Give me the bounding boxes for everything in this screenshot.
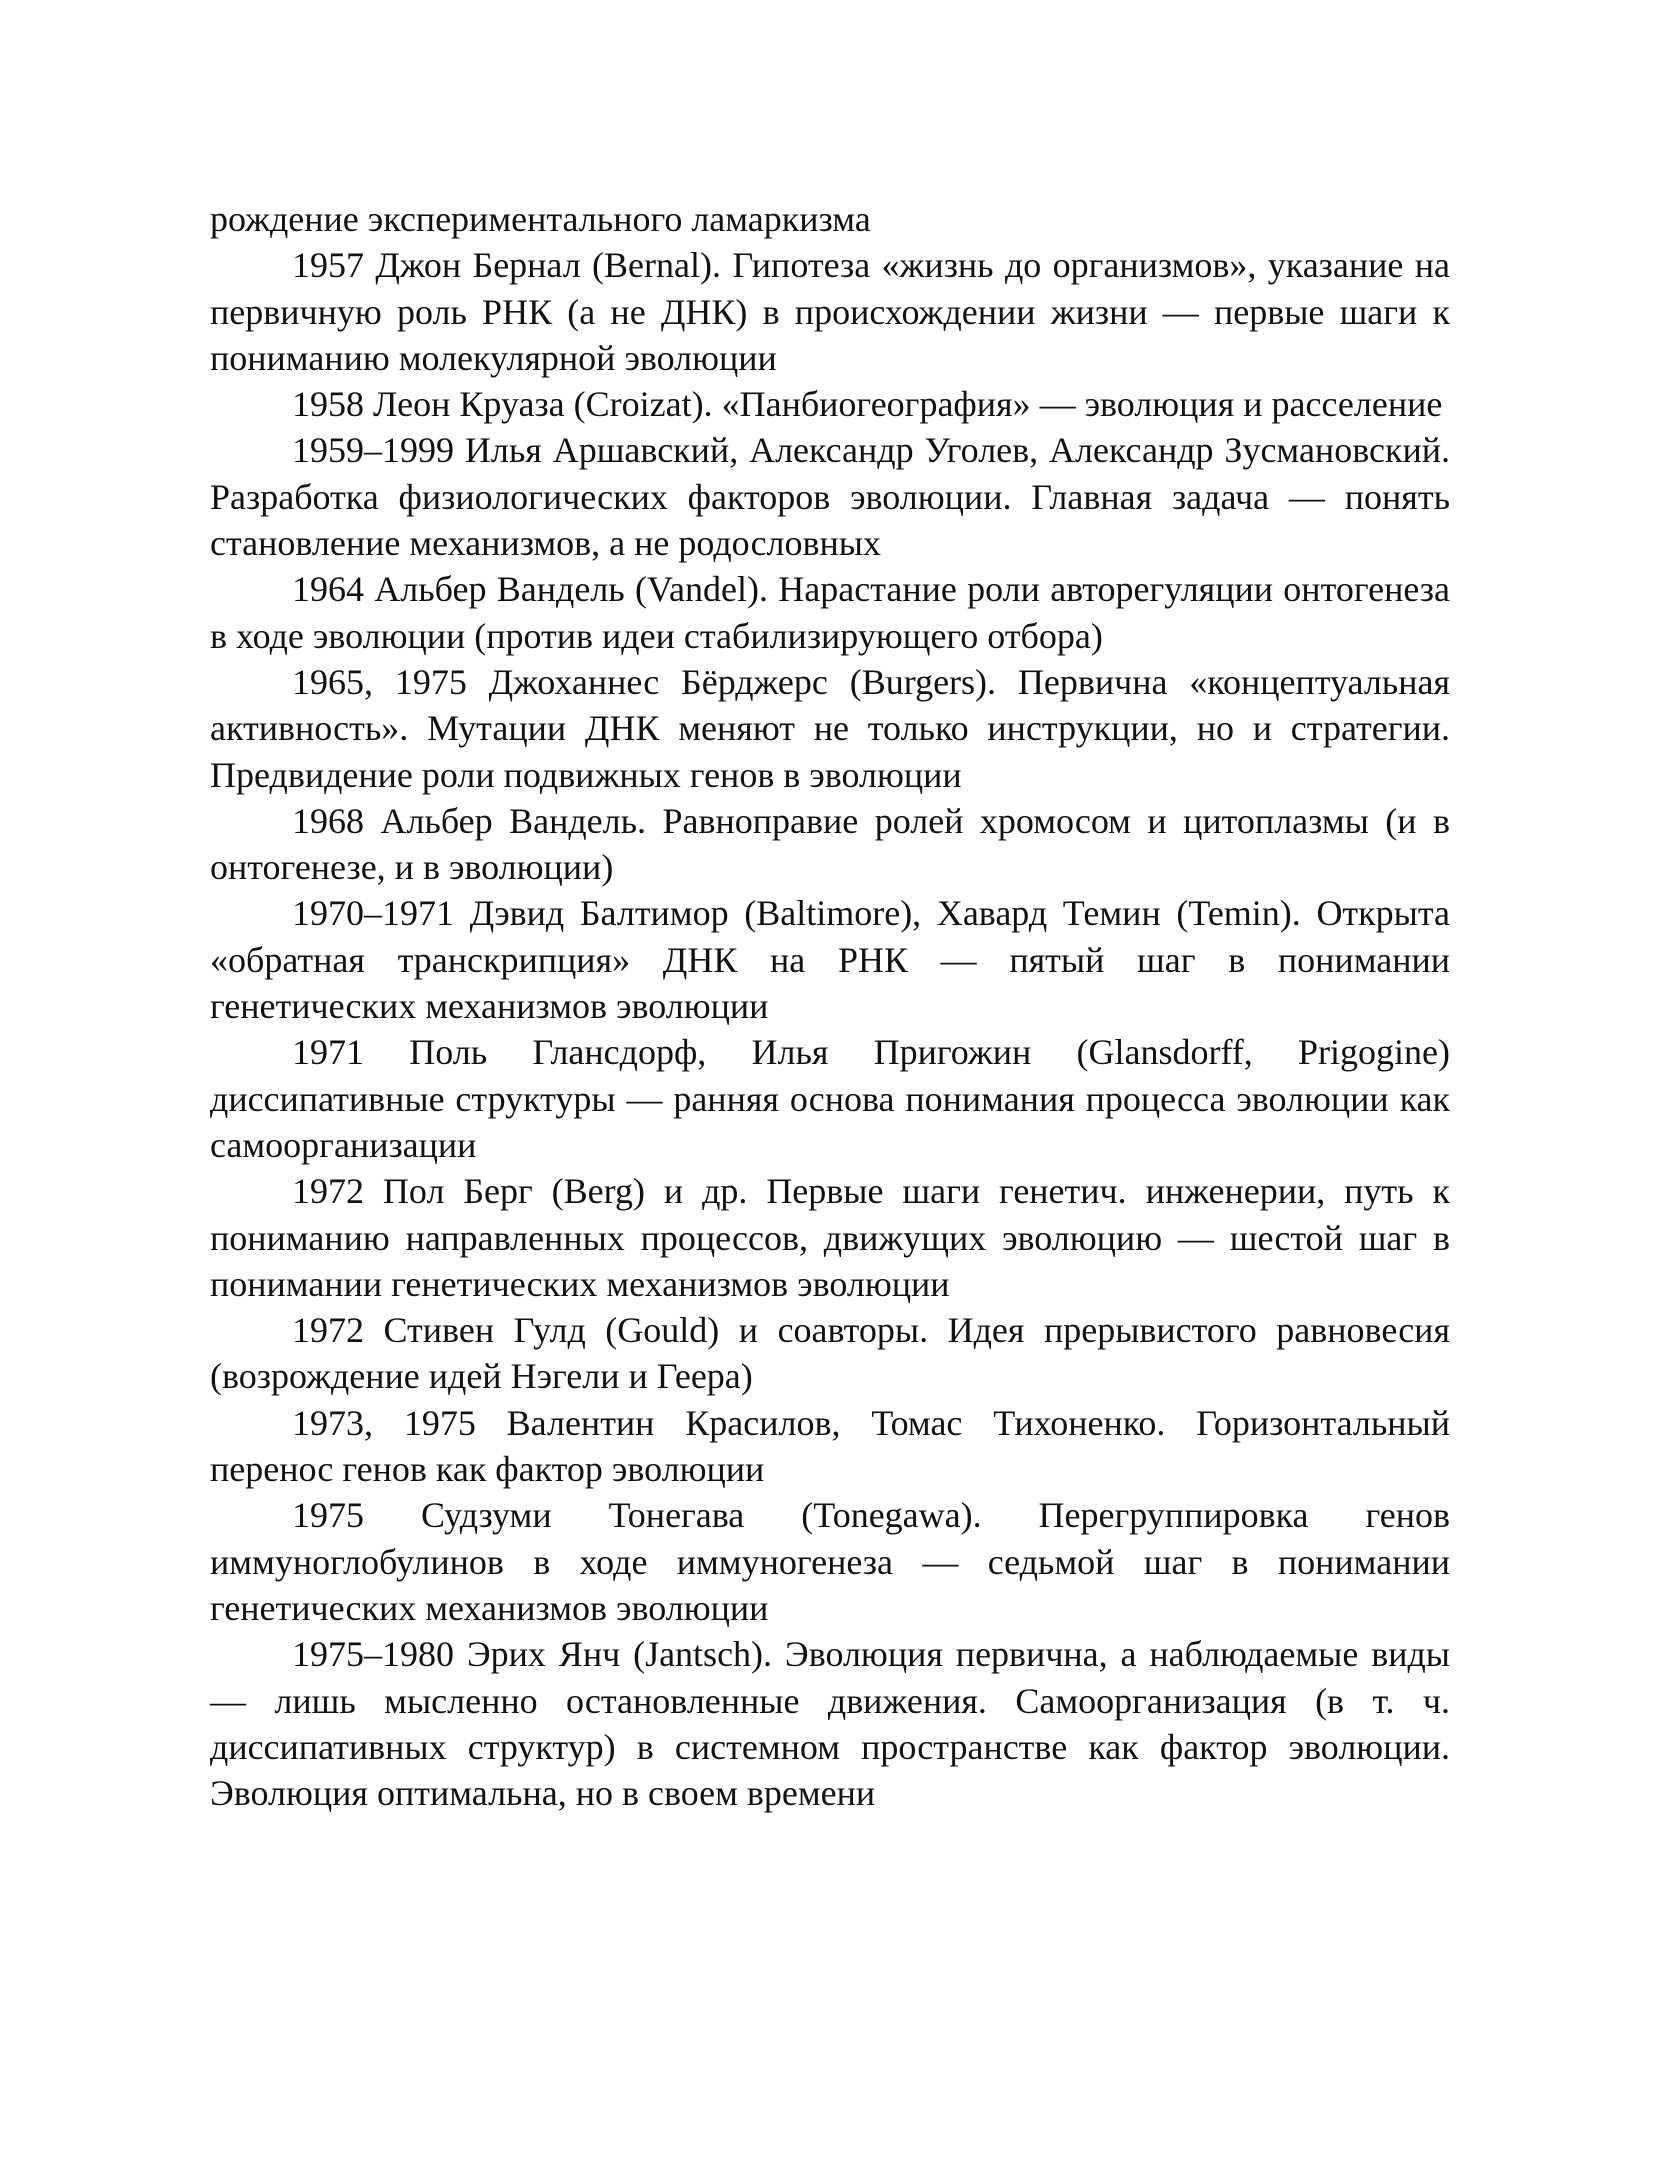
timeline-entry-1975-1980: 1975–1980 Эрих Янч (Jantsch). Эволюция первична, а наблюдаемые виды — лишь мысленно остановленные движения. Самоорганизация (в т. ч. диссипативных структур) в системном пространстве как фактор эволюции. Эволюция оптимальна, но в своем времени	[210, 1634, 1450, 1814]
timeline-entry-1965: 1965, 1975 Джоханнес Бёрджерс (Burgers). Первична «концептуальная активность». Мутации ДНК меняют не только инструкции, но и стратегии. Предвидение роли подвижных генов в эволюции	[210, 661, 1450, 795]
timeline-entry-1970: 1970–1971 Дэвид Балтимор (Baltimore), Хавард Темин (Temin). Открыта «обратная транскрипция» ДНК на РНК — пятый шаг в понимании генетических механизмов эволюции	[210, 893, 1450, 1027]
timeline-entry-1973: 1973, 1975 Валентин Красилов, Томас Тихоненко. Горизонтальный перенос генов как фактор эволюции	[210, 1402, 1450, 1490]
timeline-entry-1959: 1959–1999 Илья Аршавский, Александр Уголев, Александр Зусмановский. Разработка физиологических факторов эволюции. Главная задача — понять становление механизмов, а не родословных	[210, 430, 1450, 564]
timeline-entry-1972-gould: 1972 Стивен Гулд (Gould) и соавторы. Идея прерывистого равновесия (возрождение идей Нэгели и Геера)	[210, 1310, 1450, 1397]
timeline-entry-1964: 1964 Альбер Вандель (Vandel). Нарастание роли авторегуляции онтогенеза в ходе эволюции (против идеи стабилизирующего отбора)	[210, 569, 1450, 656]
timeline-entry-1957: 1957 Джон Бернал (Bernal). Гипотеза «жизнь до организмов», указание на первичную роль РНК (а не ДНК) в происхождении жизни — первые шаги к пониманию молекулярной эволюции	[210, 245, 1450, 378]
timeline-entry-1975: 1975 Судзуми Тонегава (Tonegawa). Перегруппировка генов иммуноглобулинов в ходе иммуногенеза — седьмой шаг в понимании генетических механизмов эволюции	[210, 1495, 1450, 1628]
body-text	[210, 196, 1450, 1816]
continuation-paragraph: рождение экспериментального ламаркизма	[210, 199, 871, 239]
timeline-entry-1971: 1971 Поль Глансдорф, Илья Пригожин (Glansdorff, Prigogine) диссипативные структуры — ранняя основа понимания процесса эволюции как самоорганизации	[210, 1032, 1450, 1165]
timeline-entry-1972-berg: 1972 Пол Берг (Berg) и др. Первые шаги генетич. инженерии, путь к пониманию направленных процессов, движущих эволюцию — шестой шаг в понимании генетических механизмов эволюции	[210, 1171, 1450, 1304]
timeline-entry-1958: 1958 Леон Круаза (Croizat). «Панбиогеография» — эволюция и расселение	[292, 384, 1443, 425]
timeline-entry-1968: 1968 Альбер Вандель. Равноправие ролей хромосом и цитоплазмы (и в онтогенезе, и в эволюции)	[210, 800, 1450, 888]
